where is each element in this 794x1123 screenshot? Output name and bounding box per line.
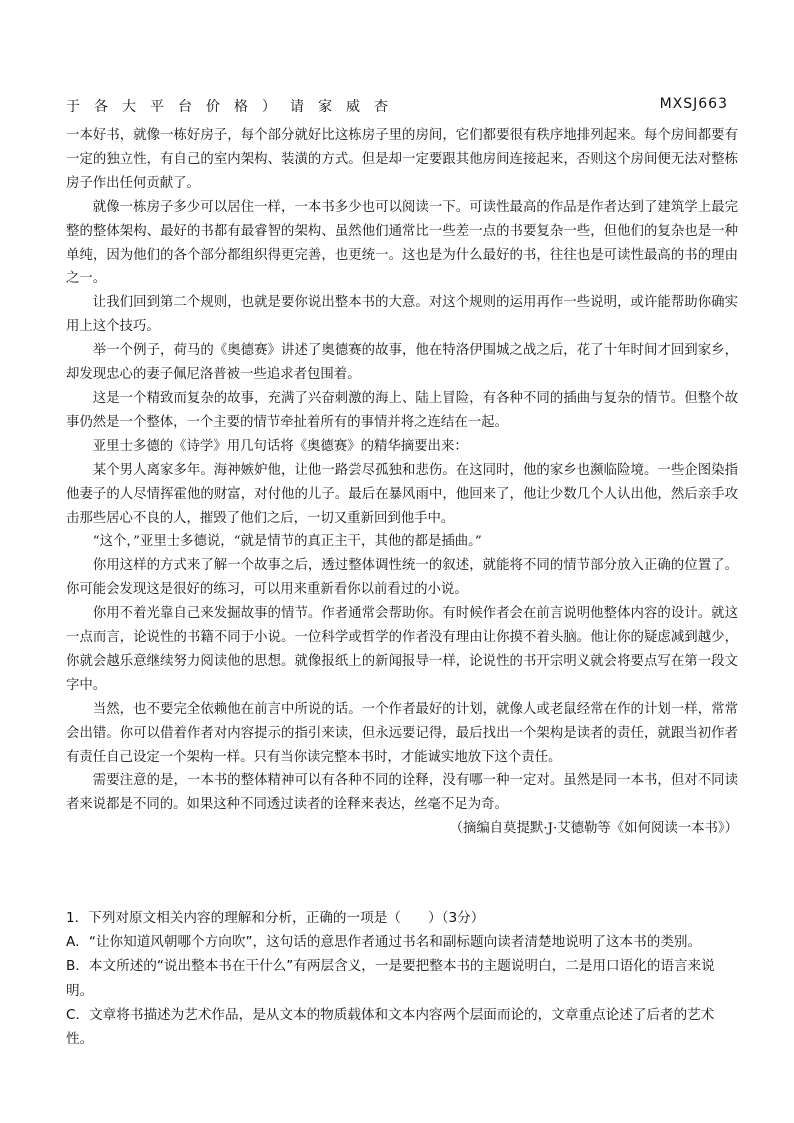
header-watermark-text: 于各大平台价格）请家威杏: [66, 99, 402, 115]
question-stem: 1．下列对原文相关内容的理解和分析，正确的一项是（ ）（3分）: [66, 910, 485, 926]
source-citation: （摘编自莫提默·J·艾德勒等《如何阅读一本书》）: [449, 821, 738, 837]
paragraph: 这是一个精致而复杂的故事，充满了兴奋刺激的海上、陆上冒险，有各种不同的插曲与复杂的情节。但整个故事仍然是一个整体，一个主要的情节牵扯着所有的事情并将之连结在一起。: [66, 390, 738, 430]
paragraph: 让我们回到第二个规则，也就是要你说出整本书的大意。对这个规则的运用再作一些说明，或许能帮助你确实用上这个技巧。: [66, 295, 738, 335]
page-header: [66, 96, 728, 118]
paragraph: 举一个例子，荷马的《奥德赛》讲述了奥德赛的故事，他在特洛伊围城之战之后，花了十年时间才回到家乡，却发现忠心的妻子佩尼洛普被一些追求者包围着。: [66, 343, 738, 383]
option-b: B．本文所述的“说出整本书在干什么”有两层含义，一是要把整本书的主题说明白，二是用口语化的语言来说明。: [66, 958, 715, 999]
paragraph: 一本好书，就像一栋好房子，每个部分就好比这栋房子里的房间，它们都要很有秩序地排列起来。每个房间都要有一定的独立性，有自己的室内架构、装潢的方式。但是却一定要跟其他房间连接起来，否则这个房间便无法对整栋房子作出任何贡献了。: [66, 128, 738, 191]
paragraph: 你用不着光靠自己来发掘故事的情节。作者通常会帮助你。有时候作者会在前言说明他整体内容的设计。就这一点而言，论说性的书籍不同于小说。一位科学或哲学的作者没有理由让你摸不着头脑。他让你的疑虑减到越少，你就会越乐意继续努力阅读他的思想。就像报纸上的新闻报导一样，论说性的书开宗明义就会将要点写在第一段文字中。: [66, 606, 738, 693]
paragraph: 你用这样的方式来了解一个故事之后，透过整体调性统一的叙述，就能将不同的情节部分放入正确的位置了。你可能会发现这是很好的练习，可以用来重新看你以前看过的小说。: [66, 558, 738, 598]
paragraph: “这个，”亚里士多德说，“就是情节的真正主干，其他的都是插曲。”: [92, 534, 482, 550]
option-c: C．文章将书描述为艺术作品，是从文本的物质载体和文本内容两个层面而论的，文章重点论述了后者的艺术性。: [66, 1006, 715, 1048]
paragraph: 需要注意的是，一本书的整体精神可以有各种不同的诠释，没有哪一种一定对。虽然是同一本书，但对不同读者来说都是不同的。如果这种不同透过读者的诠释来表达，丝毫不足为奇。: [66, 773, 738, 813]
paragraph: 亚里士多德的《诗学》用几句话将《奥德赛》的精华摘要出来：: [92, 438, 468, 454]
paragraph: 当然，也不要完全依赖他在前言中所说的话。一个作者最好的计划，就像人或老鼠经常在作的计划一样，常常会出错。你可以借着作者对内容提示的指引来读，但永远要记得，最后找出一个架构是读者的责任，就跟当初作者有责任自己设定一个架构一样。只有当你读完整本书时，才能诚实地放下这个责任。: [66, 701, 738, 765]
paragraph: 就像一栋房子多少可以居住一样，一本书多少也可以阅读一下。可读性最高的作品是作者达到了建筑学上最完整的整体架构、最好的书都有最睿智的架构、虽然他们通常比一些差一点的书要复杂一些，但他们的复杂也是一种单纯，因为他们的各个部分都组织得更完善，也更统一。这也是为什么最好的书，往往也是可读性最高的书的理由之一。: [66, 199, 738, 287]
question-section: [66, 906, 738, 1051]
article-body: [66, 124, 738, 841]
paragraph: 某个男人离家多年。海神嫉妒他，让他一路尝尽孤独和悲伤。在这同时，他的家乡也濒临险境。一些企图染指他妻子的人尽情挥霍他的财富，对付他的儿子。最后在暴风雨中，他回来了，他让少数几个人认出他，然后亲手攻击那些居心不良的人，摧毁了他们之后，一切又重新回到他手中。: [66, 462, 738, 526]
option-a: A．“让你知道风朝哪个方向吹”，这句话的意思作者通过书名和副标题向读者清楚地说明了这本书的类别。: [66, 934, 702, 951]
header-code: MXSJ663: [659, 96, 728, 112]
